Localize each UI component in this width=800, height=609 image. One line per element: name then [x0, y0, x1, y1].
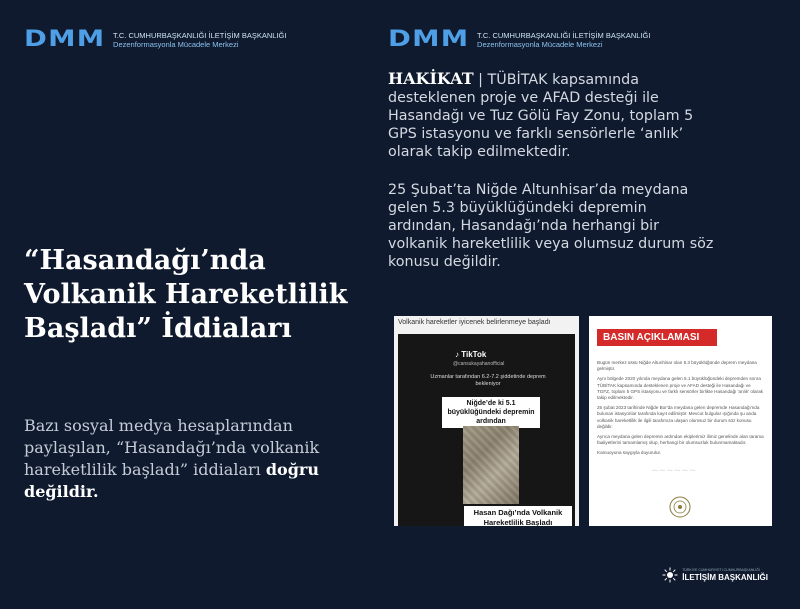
footer-big-text: İLETİŞİM BAŞKANLIĞI [682, 573, 768, 582]
logo-line-1: T.C. CUMHURBAŞKANLIĞI İLETİŞİM BAŞKANLIĞI [113, 31, 287, 40]
press-release-body [597, 360, 765, 461]
claim-intro: Bazı sosyal medya hesaplarından paylaşılan, “Hasandağı’nda volkanik hareketlilik başladı” iddiaları [24, 416, 320, 479]
seal-icon [669, 496, 691, 518]
dmm-logo-mark: DMM [388, 27, 470, 52]
fact-block [388, 70, 718, 271]
sun-emblem-icon [662, 567, 678, 583]
dmm-logo-right [388, 29, 650, 51]
video-text-box-2: Hasan Dağı’nda Volkanik Hareketlilik Başladı [464, 506, 572, 526]
footer-text [682, 568, 768, 582]
dmm-logo-text [113, 31, 286, 49]
claim-subtext [24, 415, 354, 503]
tiktok-username: @cansukayahanofficial [453, 361, 505, 367]
fact-tag: HAKİKAT [388, 69, 474, 88]
dmm-logo-text [477, 31, 650, 49]
press-release-paragraph: Ayrıca meydana gelen depremin ardından ekiplerimiz ilimiz genelinde alan tarama faaliyetlerini tamamlamış olup, herhangi bir olumsuzluk bulunmamaktadır. [597, 434, 764, 446]
social-post-video [398, 334, 575, 526]
video-text-box-1: Niğde’de ki 5.1 büyüklüğündeki depremin ardından [442, 397, 540, 428]
signature: ~~~~~~ [651, 466, 697, 476]
press-release-screenshot [589, 316, 772, 526]
dmm-logo-left [24, 29, 286, 51]
social-post-caption: Volkanik hareketler iyicenek belirlenmeye başladı [398, 319, 551, 326]
fact-text-1: TÜBİTAK kapsamında desteklenen proje ve AFAD desteği ile Hasandağı ve Tuz Gölü Fay Zonu, toplam 5 GPS istasyonu ve farklı sensörlerle ‘anlık’ olarak takip edilmektedir. [388, 72, 694, 160]
logo-line-1: T.C. CUMHURBAŞKANLIĞI İLETİŞİM BAŞKANLIĞI [477, 31, 651, 40]
claim-verdict: doğru değildir. [24, 460, 319, 501]
fact-separator: | [478, 72, 483, 88]
fact-paragraph-1 [388, 70, 718, 161]
fact-paragraph-2: 25 Şubat’ta Niğde Altunhisar’da meydana gelen 5.3 büyüklüğündeki depremin ardından, Hasandağı’nda herhangi bir volkanik hareketlilik veya olumsuz durum söz konusu değildir. [388, 182, 714, 270]
press-release-title: BASIN AÇIKLAMASI [597, 329, 717, 346]
social-post-screenshot [394, 316, 579, 526]
press-release-paragraph: 25 şubat 2023 tarihinde Niğde Bor'da meydana gelen depremde Hasandağı'nda bulunan istasyonlar tarafında kayıt edilmiştir. Mevcut bulgular ışığında şu anda volkanik hareketlilik ile ilgili tarafımıza ulaşan olumsuz bir durum söz konusu değildir. [597, 405, 760, 429]
press-release-paragraph: Bugün merkez üssü Niğde Altunhisar olan 5.3 büyüklüğünde deprem meydana gelmiştir. [597, 360, 757, 372]
logo-line-2: Dezenformasyonla Mücadele Merkezi [113, 40, 239, 49]
tiktok-label: ♪ TikTok [455, 350, 487, 359]
footer-small-text: TÜRKİYE CUMHURİYETİ CUMHURBAŞKANLIĞI [682, 568, 761, 572]
video-small-text: Uzmanlar tarafından 6.2-7.2 şiddetinde deprem bekleniyor [430, 374, 546, 387]
logo-line-2: Dezenformasyonla Mücadele Merkezi [477, 40, 603, 49]
press-release-paragraph: Kamuoyuna saygıyla duyurulur. [597, 450, 662, 456]
dmm-logo-mark: DMM [24, 27, 106, 52]
claim-headline: “Hasandağı’nda Volkanik Hareketlilik Başladı” İddiaları [24, 245, 348, 344]
rock-image [463, 426, 519, 504]
footer-logo [662, 567, 768, 583]
press-release-paragraph: Aynı bölgede 2020 yılında meydana gelen 5.1 büyüklüğündeki depremden sonra TÜBİTAK kapsamında desteklenen proje ve AFAD desteği ile Hasandağı ve TGFZ, toplam 5 GPS istasyonu ve farklı sensörler birlikte Hasandağı 'anlık' olarak takip edilmektedir. [597, 376, 763, 401]
